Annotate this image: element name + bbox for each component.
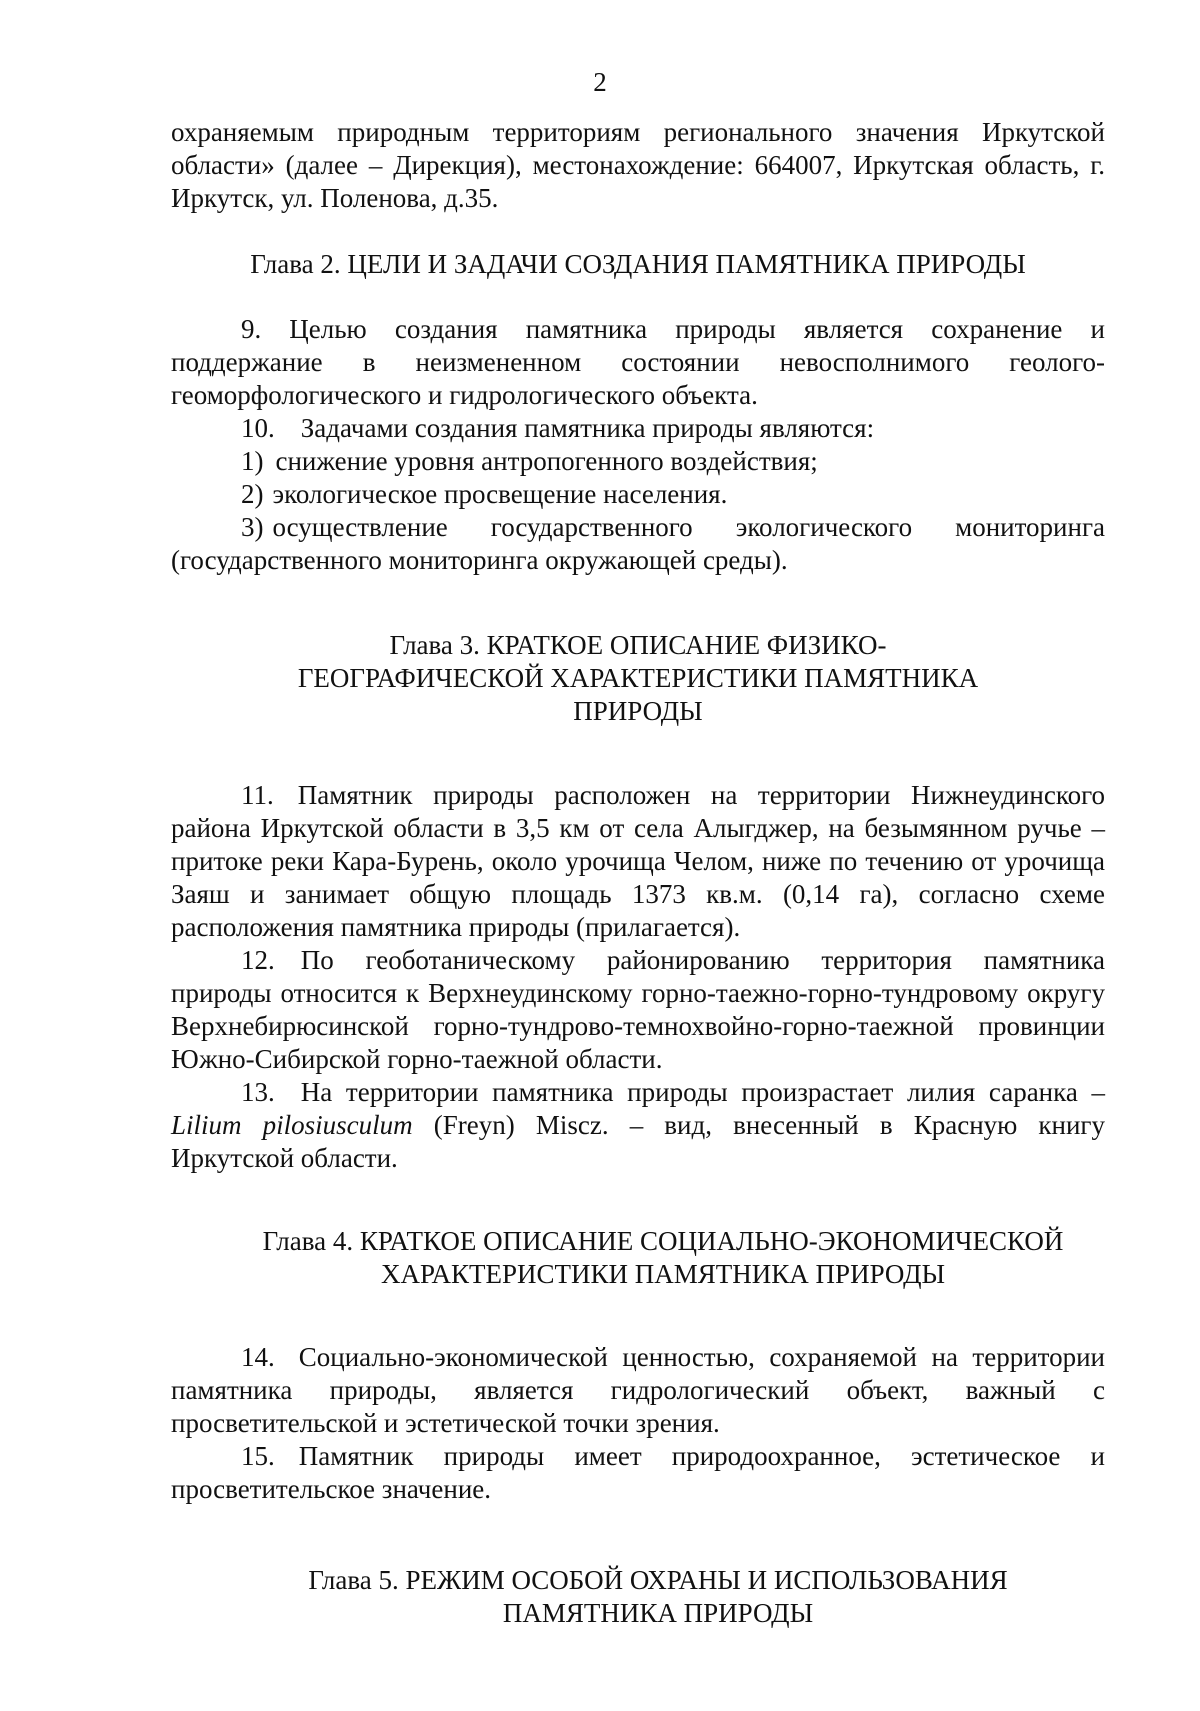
paragraph-14-number: 14. (241, 1342, 275, 1372)
paragraph-10-number: 10. (241, 413, 275, 443)
page-number: 2 (593, 67, 607, 97)
list-item-number: 3) (241, 512, 264, 542)
paragraph-13-text-after: (Freyn) Miscz. – вид, внесенный в Красную книгу Иркутской области. (171, 1110, 1106, 1173)
chapter-4-heading-line-1: Глава 4. КРАТКОЕ ОПИСАНИЕ СОЦИАЛЬНО-ЭКОНОМИЧЕСКОЙ (262, 1226, 1064, 1256)
chapter-3-body (171, 779, 1105, 1175)
paragraph-10-text: Задачами создания памятника природы являются: (300, 413, 875, 443)
document-body (171, 116, 1105, 1630)
paragraph-11 (171, 779, 1105, 944)
list-item (171, 511, 1105, 577)
chapter-5-heading-line-2: ПАМЯТНИКА ПРИРОДЫ (502, 1598, 814, 1628)
list-item (171, 445, 1105, 478)
paragraph-9-text: Целью создания памятника природы является сохранение и поддержание в неизмененном состоянии невосполнимого геолого-геоморфологического и гидрологического объекта. (171, 314, 1105, 410)
paragraph-15-text: Памятник природы имеет природоохранное, эстетическое и просветительское значение. (171, 1441, 1105, 1504)
paragraph-13-number: 13. (241, 1077, 275, 1107)
list-item-text: экологическое просвещение населения. (272, 479, 728, 509)
chapter-5-heading (171, 1564, 1105, 1630)
paragraph-11-number: 11. (241, 780, 274, 810)
list-item-number: 1) (241, 446, 264, 476)
paragraph-12 (171, 944, 1105, 1076)
chapter-3-heading (171, 629, 1105, 728)
paragraph-12-number: 12. (241, 945, 275, 975)
list-item-text: осуществление государственного экологического мониторинга (государственного мониторинга окружающей среды). (171, 512, 1105, 575)
paragraph-9 (171, 313, 1105, 412)
paragraph-13-text-before: На территории памятника природы произрастает лилия саранка – (300, 1077, 1105, 1107)
list-item-number: 2) (241, 479, 264, 509)
paragraph-14 (171, 1341, 1105, 1440)
paragraph-13 (171, 1076, 1105, 1175)
chapter-4-heading-line-2: ХАРАКТЕРИСТИКИ ПАМЯТНИКА ПРИРОДЫ (380, 1259, 946, 1289)
intro-line-2: области» (далее – Дирекция), местонахождение: 664007, Иркутская область, (171, 150, 1080, 180)
paragraph-10 (171, 412, 1105, 445)
chapter-2-body (171, 313, 1105, 577)
intro-line-1: охраняемым природным территориям регионального значения Иркутской (171, 117, 1105, 147)
chapter-3-heading-line-3: ПРИРОДЫ (573, 696, 703, 726)
chapter-3-heading-line-1: Глава 3. КРАТКОЕ ОПИСАНИЕ ФИЗИКО- (389, 630, 887, 660)
latin-species-name: Lilium pilosiusculum (171, 1110, 413, 1140)
chapter-2-heading: Глава 2. ЦЕЛИ И ЗАДАЧИ СОЗДАНИЯ ПАМЯТНИКА ПРИРОДЫ (250, 249, 1026, 279)
paragraph-11-text: Памятник природы расположен на территории Нижнеудинского района Иркутской области в 3,5 км от села Алыгджер, на безымянном ручье – притоке реки Кара-Бурень, около урочища Челом, ниже по течению от урочища Заяш и занимает общую площадь 1373 кв.м. (0,14 га), согласно схеме расположения памятника природы (прилагается). (171, 780, 1105, 942)
paragraph-12-text: По геоботаническому районированию территория памятника природы относится к Верхнеудинскому горно-таежно-горно-тундровому округу Верхнебирюсинской горно-тундрово-темнохвойно-горно-таежной провинции Южно-Сибирской горно-таежной области. (171, 945, 1105, 1074)
chapter-3-heading-line-2: ГЕОГРАФИЧЕСКОЙ ХАРАКТЕРИСТИКИ ПАМЯТНИКА (297, 663, 979, 693)
paragraph-15 (171, 1440, 1105, 1506)
intro-line-3: г. Иркутск, ул. Поленова, д.35. (171, 150, 1105, 213)
chapter-5-heading-line-1: Глава 5. РЕЖИМ ОСОБОЙ ОХРАНЫ И ИСПОЛЬЗОВАНИЯ (308, 1565, 1008, 1595)
paragraph-9-number: 9. (241, 314, 262, 344)
list-item-text: снижение уровня антропогенного воздействия; (275, 446, 818, 476)
paragraph-14-text: Социально-экономической ценностью, сохраняемой на территории памятника природы, является гидрологический объект, важный с просветительской и эстетической точки зрения. (171, 1342, 1105, 1438)
paragraph-15-number: 15. (241, 1441, 275, 1471)
intro-continuation (171, 116, 1105, 215)
chapter-4-heading (171, 1225, 1105, 1291)
list-item (171, 478, 1105, 511)
intro-paragraph (171, 116, 1105, 215)
chapter-4-body (171, 1341, 1105, 1506)
